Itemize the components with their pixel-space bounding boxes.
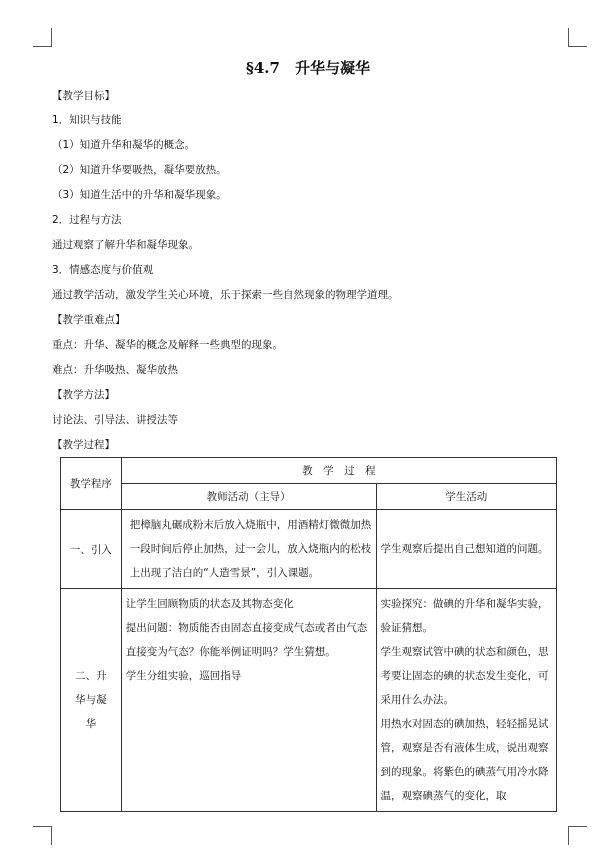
teaching-process-table	[60, 457, 557, 812]
crop-mark-top-left	[33, 28, 52, 47]
page-title: §4.7 升华与凝华	[246, 59, 370, 77]
process-heading: 2．过程与方法	[52, 214, 122, 226]
knowledge-item: （2）知道升华要吸热，凝华要放热。	[52, 164, 227, 176]
difficult-point: 难点：升华吸热、凝华放热	[52, 364, 178, 376]
teacher-activity: 学生分组实验，巡回指导	[125, 670, 242, 682]
header-student: 学生活动	[376, 484, 556, 510]
student-activity: 用热水对固态的碘加热，轻轻摇晃试管，观察是否有液体生成，说出观察到的现象。将紫色的碘蒸气用冷水降温，观察碘蒸气的变化，取	[380, 718, 549, 802]
emotion-text: 通过教学活动，激发学生关心环境，乐于探索一些自然现象的物理学道理。	[52, 289, 399, 301]
key-heading: 【教学重难点】	[52, 314, 126, 326]
key-point: 重点：升华、凝华的概念及解释一些典型的现象。	[52, 339, 283, 351]
header-program: 教学程序	[61, 458, 122, 510]
knowledge-heading: 1．知识与技能	[52, 114, 122, 126]
method-heading: 【教学方法】	[52, 389, 115, 401]
table-row	[61, 589, 557, 812]
crop-mark-bottom-left	[33, 826, 52, 845]
student-activity: 实验探究：做碘的升华和凝华实验，验证猜想。	[380, 598, 549, 634]
student-activity: 学生观察后提出自己想知道的问题。	[380, 543, 549, 555]
emotion-heading: 3．情感态度与价值观	[52, 264, 154, 276]
header-process: 教 学 过 程	[121, 458, 556, 484]
knowledge-item: （1）知道升华和凝华的概念。	[52, 139, 196, 151]
row-program: 一、引入	[61, 510, 122, 589]
teacher-activity: 提出问题：物质能否由固态直接变成气态或者由气态直接变为气态？你能举例证明吗？学生猜想。	[125, 622, 368, 658]
knowledge-item: （3）知道生活中的升华和凝华现象。	[52, 189, 227, 201]
teacher-activity: 把樟脑丸碾成粉末后放入烧瓶中，用酒精灯微微加热一段时间后停止加热，过一会儿，放入烧瓶内的松枝上出现了洁白的“人造雪景”，引入课题。	[129, 519, 372, 579]
method-text: 讨论法、引导法、讲授法等	[52, 414, 178, 426]
teacher-activity: 让学生回顾物质的状态及其物态变化	[125, 598, 294, 610]
process-flow-heading: 【教学过程】	[52, 439, 115, 451]
table-row	[61, 510, 557, 589]
student-activity: 学生观察试管中碘的状态和颜色，思考要让固态的碘的状态发生变化，可采用什么办法。	[380, 646, 549, 706]
process-text: 通过观察了解升华和凝华现象。	[52, 239, 199, 251]
crop-mark-bottom-right	[568, 826, 587, 845]
objectives-heading: 【教学目标】	[52, 90, 115, 102]
row-program: 二、升华与凝华	[75, 670, 107, 730]
crop-mark-top-right	[568, 28, 587, 47]
header-teacher: 教师活动（主导）	[121, 484, 376, 510]
